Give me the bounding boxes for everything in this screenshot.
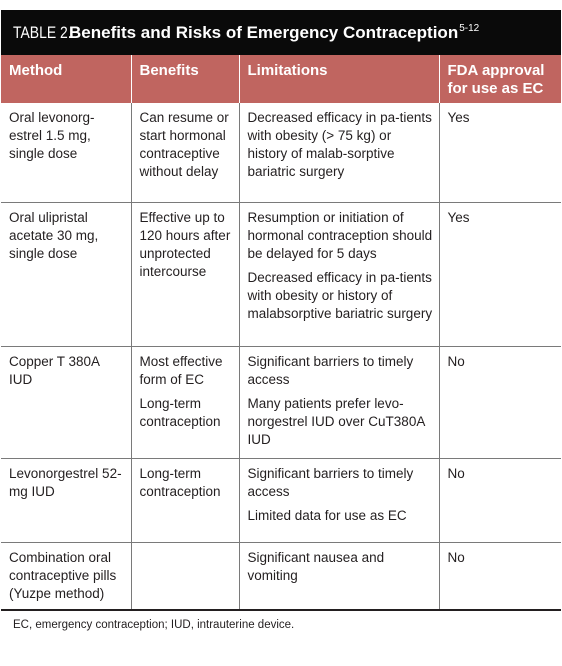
cell-method: Oral levonorg-estrel 1.5 mg, single dose (1, 103, 131, 202)
benefits-item: Effective up to 120 hours after unprotected intercourse (139, 209, 231, 279)
contraception-table (1, 55, 561, 611)
cell-method: Combination oral contraceptive pills (Yuzpe method) (1, 542, 131, 610)
benefits-item: Most effective form of EC (139, 353, 223, 387)
limitations-item: Decreased efficacy in pa-tients with obesity or history of malabsorptive bariatric surgery (247, 269, 433, 321)
table-body (1, 103, 561, 610)
limitations-item: Many patients prefer levo-norgestrel IUD over CuT380A IUD (247, 395, 425, 447)
cell-benefits (131, 542, 239, 610)
header-fda-approval: FDA approval for use as EC (439, 55, 561, 103)
table-footnote: EC, emergency contraception; IUD, intrauterine device. (13, 618, 295, 631)
table-row (1, 458, 561, 542)
cell-benefits (131, 458, 239, 542)
header-method: Method (1, 55, 131, 103)
cell-limitations (239, 103, 439, 202)
cell-fda-approval: No (439, 458, 561, 542)
benefits-item: Long-term contraception (139, 395, 221, 429)
table-header-row (1, 55, 561, 103)
cell-fda-approval: Yes (439, 103, 561, 202)
benefits-item: Can resume or start hormonal contraceptive without delay (139, 110, 229, 179)
cell-limitations (239, 458, 439, 542)
cell-method: Levonorgestrel 52-mg IUD (1, 458, 131, 542)
limitations-item: Limited data for use as EC (247, 507, 407, 523)
cell-fda-approval: No (439, 346, 561, 458)
benefits-item: Long-term contraception (139, 465, 221, 499)
table-row (1, 542, 561, 610)
table-title (69, 23, 479, 43)
cell-limitations (239, 346, 439, 458)
header-limitations: Limitations (239, 55, 439, 103)
cell-fda-approval: No (439, 542, 561, 610)
table-row (1, 202, 561, 346)
cell-method: Copper T 380A IUD (1, 346, 131, 458)
table-title-refs: 5-12 (459, 22, 480, 34)
cell-benefits (131, 103, 239, 202)
header-benefits: Benefits (131, 55, 239, 103)
cell-limitations (239, 202, 439, 346)
limitations-item: Significant barriers to timely access (247, 465, 414, 499)
table-title-text: Benefits and Risks of Emergency Contraception (69, 22, 459, 42)
limitations-item: Resumption or initiation of hormonal contraception should be delayed for 5 days (247, 209, 433, 261)
cell-limitations (239, 542, 439, 610)
limitations-item: Decreased efficacy in pa-tients with obesity (> 75 kg) or history of malab-sorptive bariatric surgery (247, 110, 432, 179)
cell-benefits (131, 202, 239, 346)
limitations-item: Significant barriers to timely access (247, 353, 414, 387)
table-row (1, 346, 561, 458)
cell-method: Oral ulipristal acetate 30 mg, single dose (1, 202, 131, 346)
table-row (1, 103, 561, 202)
cell-benefits (131, 346, 239, 458)
cell-fda-approval: Yes (439, 202, 561, 346)
limitations-item: Significant nausea and vomiting (247, 549, 385, 583)
table-title-bar (1, 10, 561, 55)
table-label: TABLE 2. (13, 22, 72, 42)
table-figure (1, 10, 561, 631)
